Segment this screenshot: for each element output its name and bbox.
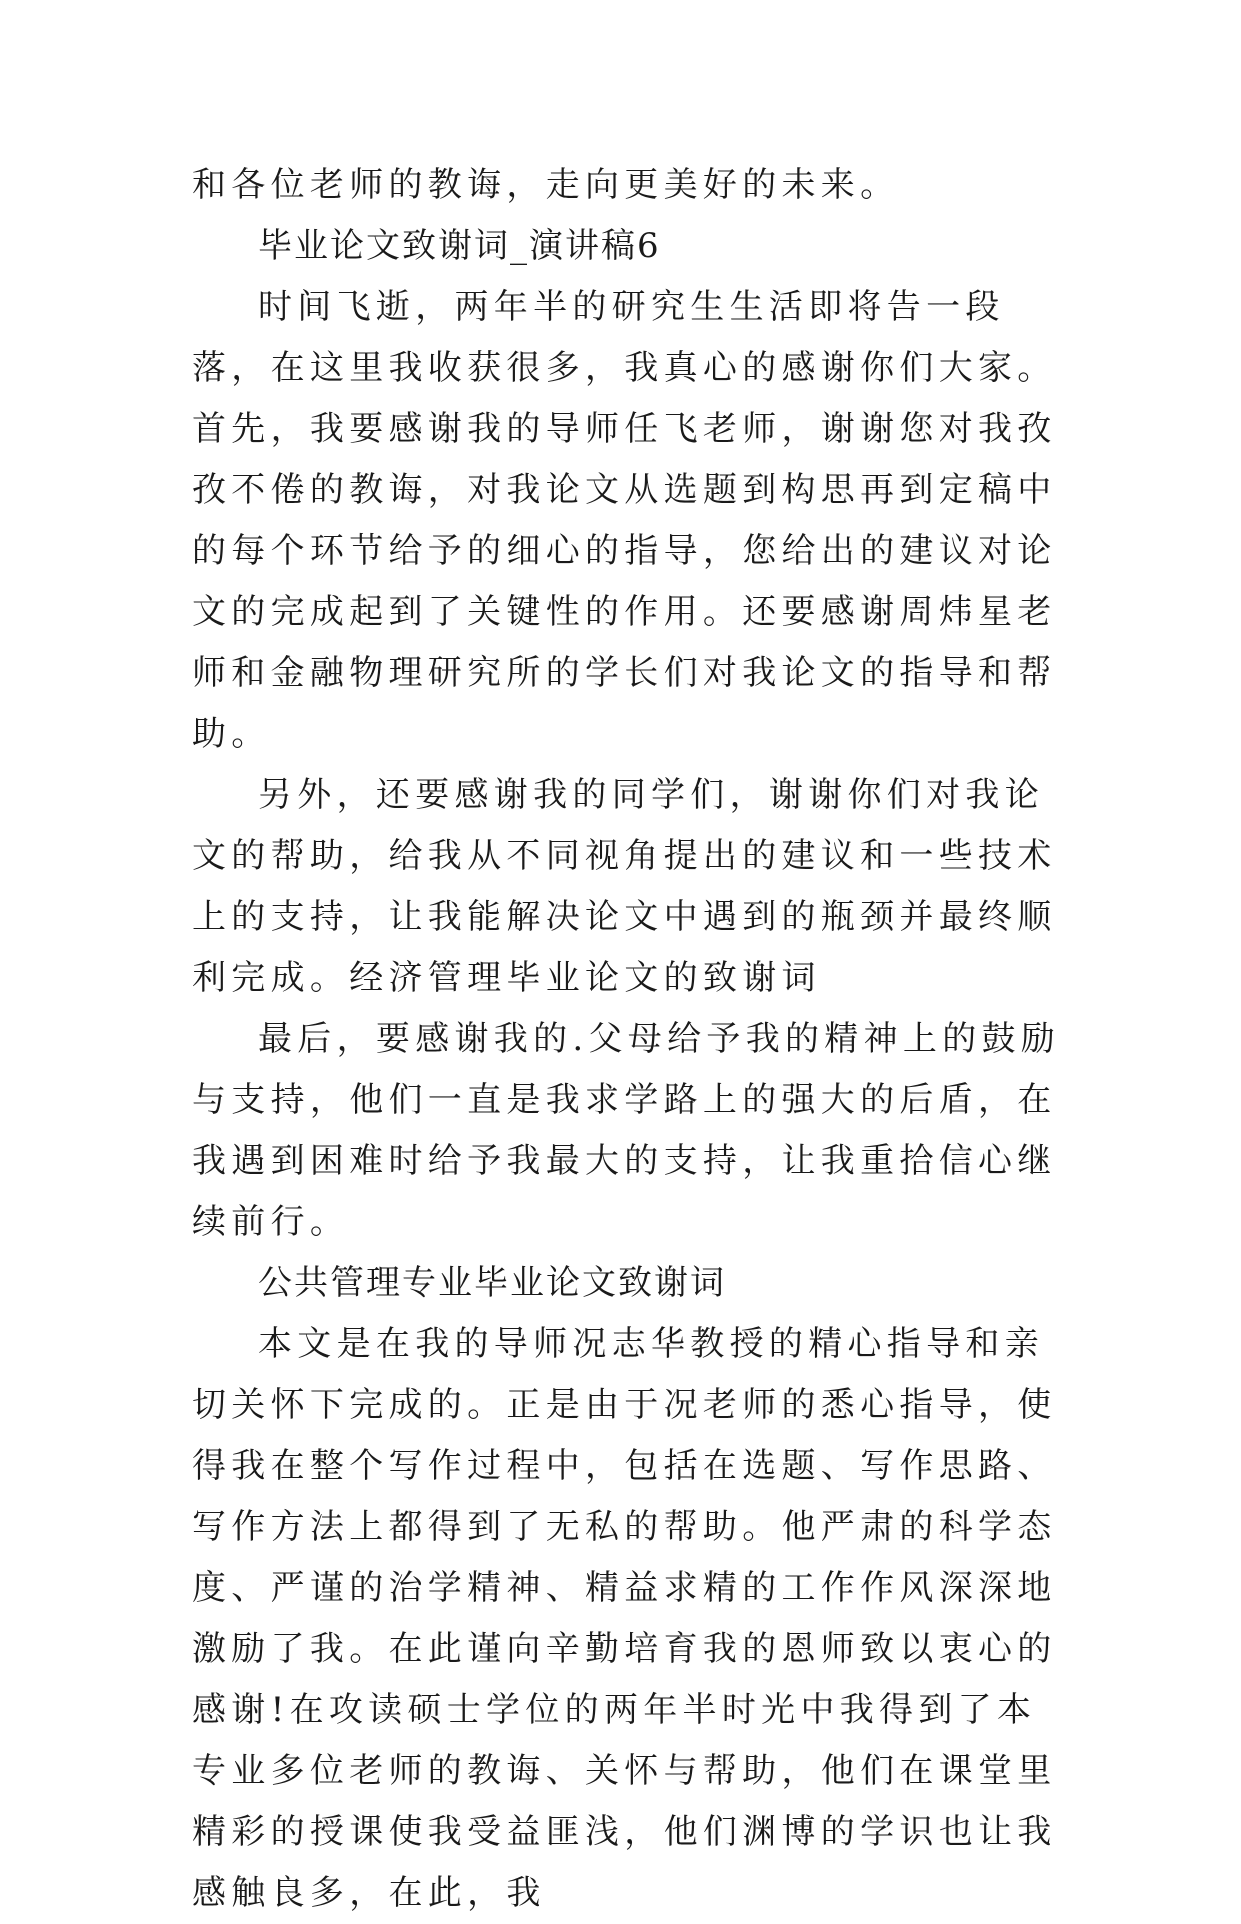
paragraph-thanks-parents: 最后，要感谢我的.父母给予我的精神上的鼓励与支持，他们一直是我求学路上的强大的后盾，在我遇到困难时给予我最大的支持，让我重拾信心继续前行。 [192, 1019, 1061, 1242]
section-heading-speech-6: 毕业论文致谢词_演讲稿6 [258, 226, 661, 266]
paragraph-thanks-classmates: 另外，还要感谢我的同学们，谢谢你们对我论文的帮助，给我从不同视角提出的建议和一些技术上的支持，让我能解决论文中遇到的瓶颈并最终顺利完成。经济管理毕业论文的致谢词 [192, 775, 1057, 998]
paragraph-continuation: 和各位老师的教诲，走向更美好的未来。 [192, 165, 900, 205]
paragraph-thanks-advisor: 时间飞逝，两年半的研究生生活即将告一段落，在这里我收获很多，我真心的感谢你们大家。首先，我要感谢我的导师任飞老师，谢谢您对我孜孜不倦的教诲，对我论文从选题到构思再到定稿中的每个环节给予的细心的指导，您给出的建议对论文的完成起到了关键性的作用。还要感谢周炜星老师和金融物理研究所的学长们对我论文的指导和帮助。 [192, 287, 1057, 754]
paragraph-thanks-professor: 本文是在我的导师况志华教授的精心指导和亲切关怀下完成的。正是由于况老师的悉心指导，使得我在整个写作过程中，包括在选题、写作思路、写作方法上都得到了无私的帮助。他严肃的科学态度、严谨的治学精神、精益求精的工作作风深深地激励了我。在此谨向辛勤培育我的恩师致以衷心的感谢!在攻读硕士学位的两年半时光中我得到了本专业多位老师的教诲、关怀与帮助，他们在课堂里精彩的授课使我受益匪浅，他们渊博的学识也让我感触良多，在此，我 [192, 1324, 1057, 1913]
document-body [192, 155, 1072, 1924]
section-heading-public-management: 公共管理专业毕业论文致谢词 [258, 1263, 726, 1303]
